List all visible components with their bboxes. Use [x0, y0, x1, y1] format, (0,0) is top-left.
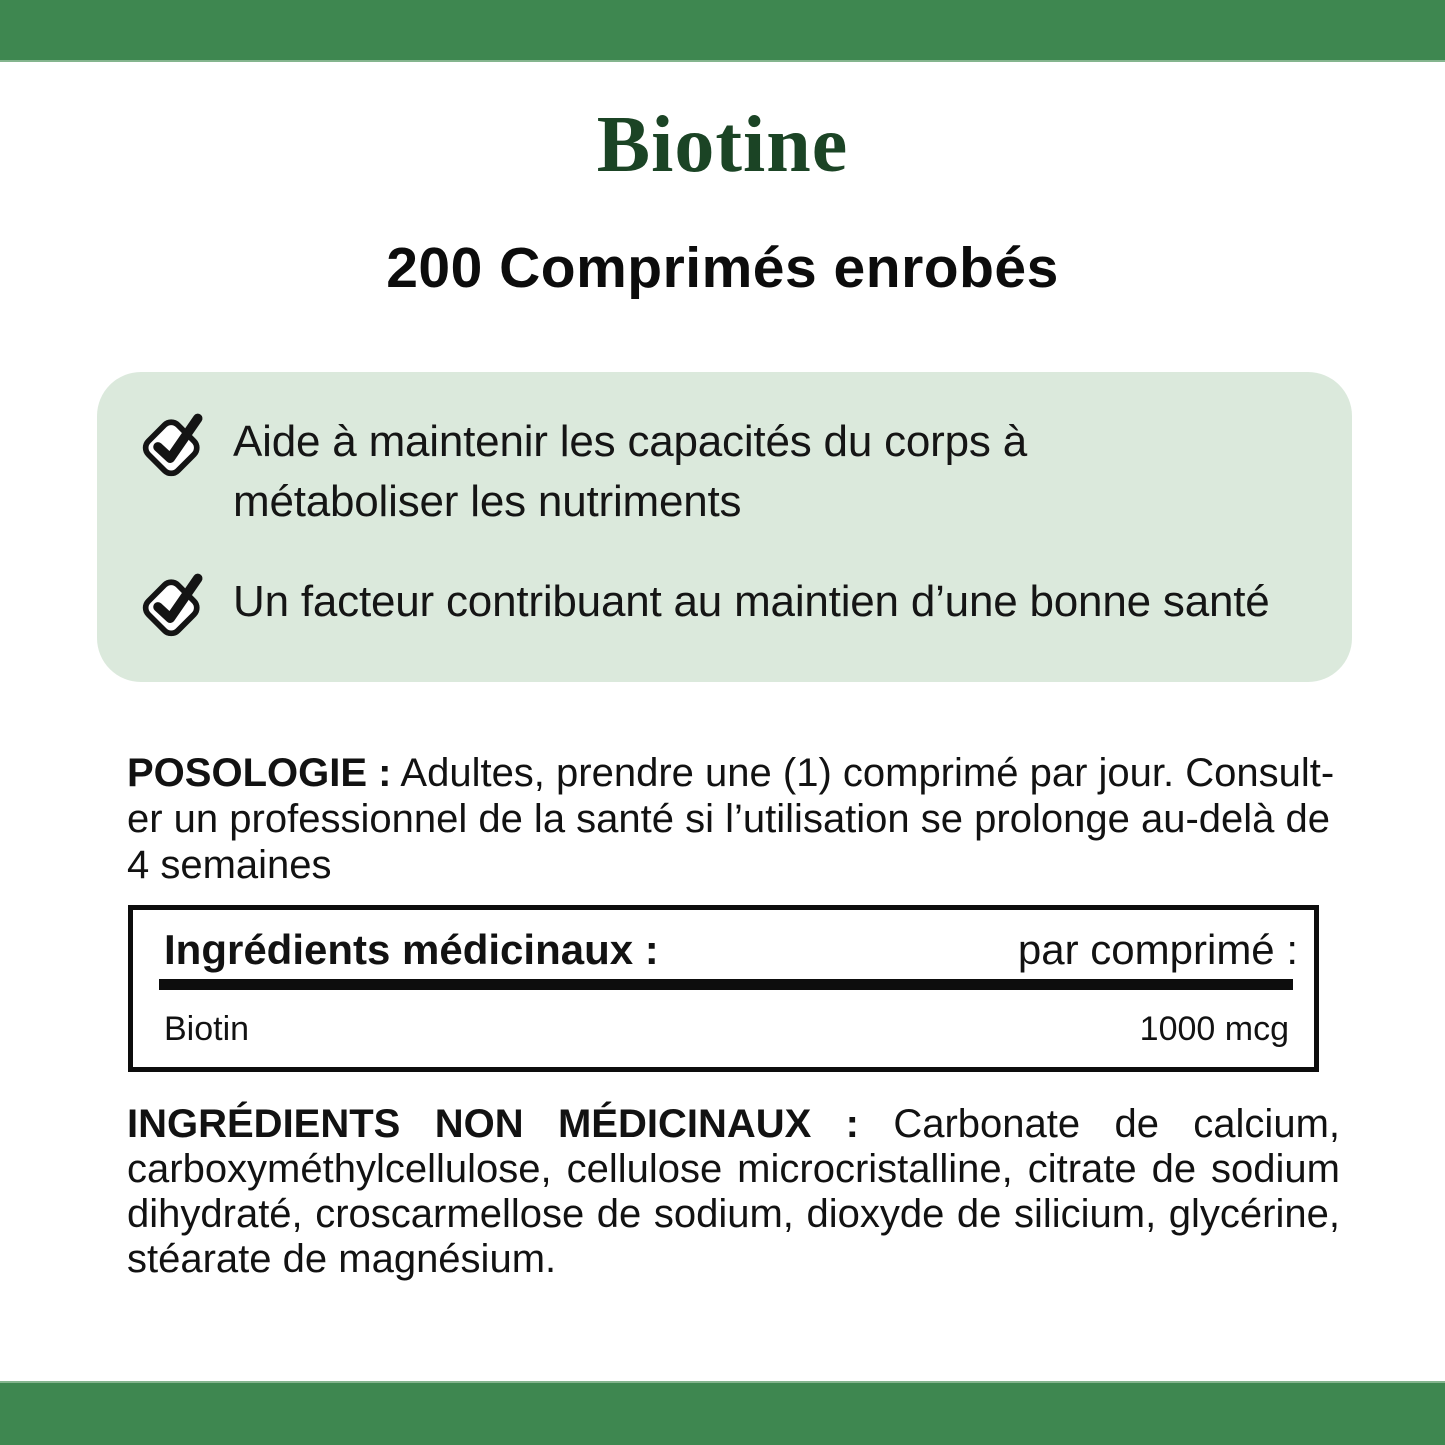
product-subtitle: 200 Comprimés enrobés	[386, 236, 1059, 300]
benefit-text	[233, 568, 1270, 632]
table-divider	[159, 979, 1293, 990]
medicinal-header-right: par comprimé :	[1017, 926, 1298, 973]
ingredient-amount: 1000 mcg	[1139, 1010, 1289, 1048]
checkbox-checked-icon	[139, 408, 211, 480]
dosage-line	[127, 750, 1340, 796]
non-medicinal-paragraph	[127, 1102, 1340, 1282]
dosage-label: POSOLOGIE :	[127, 751, 392, 795]
dosage-line: 4 semaines	[127, 843, 332, 887]
benefit-item	[139, 568, 1270, 640]
benefit-line: Aide à maintenir les capacités du corps à	[233, 417, 1028, 466]
top-band-edge	[0, 60, 1445, 62]
benefit-line: métaboliser les nutriments	[233, 477, 742, 526]
table-row	[164, 1009, 1289, 1049]
checkbox-checked-icon	[139, 568, 211, 640]
medicinal-ingredients-table	[128, 905, 1319, 1072]
benefits-panel	[97, 372, 1352, 682]
bottom-green-band	[0, 1383, 1445, 1445]
dosage-line-text: Adultes, prendre une (1) comprimé par jour. Consult-	[400, 751, 1335, 795]
dosage-paragraph	[127, 750, 1340, 888]
product-title: Biotine	[596, 101, 849, 189]
top-green-band	[0, 0, 1445, 60]
dosage-line: er un professionnel de la santé si l’utilisation se prolonge au-delà de	[127, 797, 1330, 841]
benefit-text	[233, 408, 1027, 532]
non-medicinal-line: carboxyméthylcellulose, cellulose microcristalline, citrate de sodium	[127, 1147, 1340, 1191]
ingredient-name: Biotin	[164, 1010, 250, 1048]
benefit-item	[139, 408, 1027, 532]
non-medicinal-line: dihydraté, croscarmellose de sodium, dioxyde de silicium, glycérine,	[127, 1192, 1340, 1236]
non-medicinal-line: stéarate de magnésium.	[127, 1237, 557, 1281]
non-medicinal-line	[127, 1102, 1340, 1147]
medicinal-header-left: Ingrédients médicinaux :	[164, 926, 659, 973]
non-medicinal-line-text: Carbonate de calcium,	[893, 1102, 1340, 1146]
non-medicinal-label: INGRÉDIENTS NON MÉDICINAUX :	[127, 1102, 859, 1146]
benefit-line: Un facteur contribuant au maintien d’une bonne santé	[233, 577, 1270, 626]
table-header	[164, 927, 1298, 973]
